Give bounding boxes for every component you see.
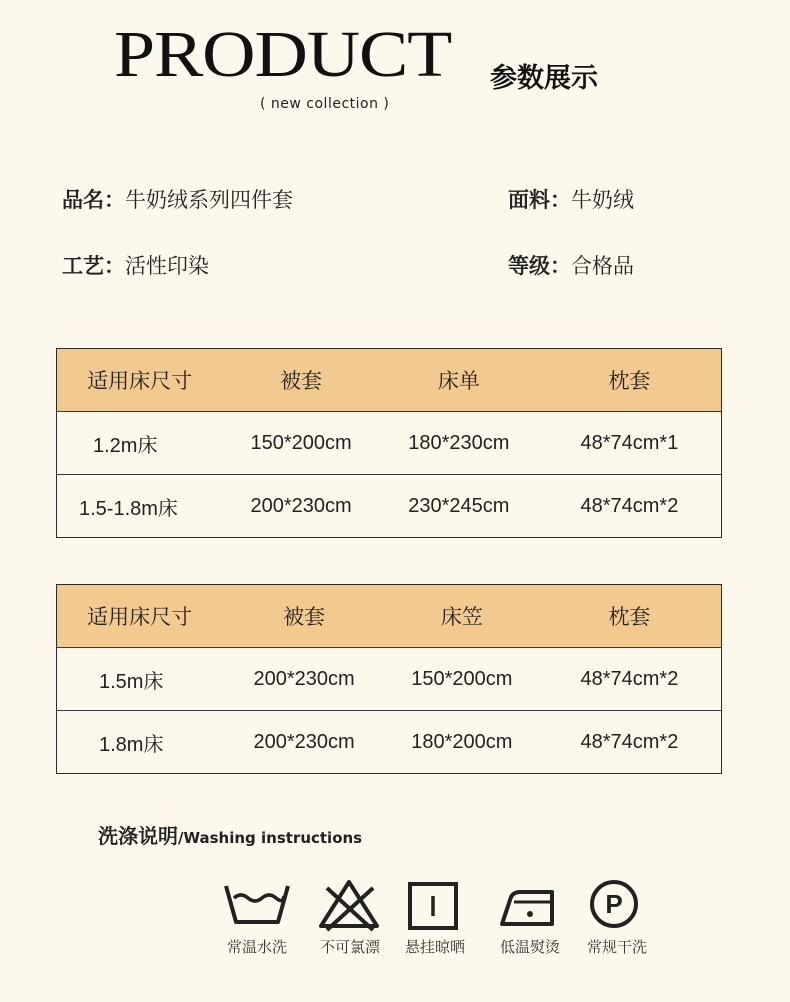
hang-dry-icon [400,876,470,936]
table-row [57,711,722,774]
table-header-cell: 床笠 [386,585,538,648]
header [0,0,790,130]
dry-clean-glyph: P [605,889,623,919]
washing-title-en: /Washing instructions [178,829,363,847]
info-key: 工艺： [62,254,125,278]
info-product-name [62,184,293,214]
table-cell: 200*230cm [222,475,380,538]
info-grade [508,250,634,280]
info-craft [62,250,209,280]
table-cell: 48*74cm*1 [538,412,722,475]
table-header-row [57,585,722,648]
info-key: 等级： [508,254,571,278]
table-row [57,648,722,711]
washing-title [98,820,362,849]
page-subtitle: 参数展示 [490,63,598,94]
wash-label: 常规干洗 [586,938,647,956]
wash-label: 低温熨烫 [499,938,560,956]
table-header-cell: 被套 [222,585,386,648]
size-table-flat-sheet [56,348,722,538]
info-value: 牛奶绒 [571,188,634,212]
table-header-cell: 床单 [380,349,538,412]
table-header-cell: 枕套 [538,585,722,648]
table-cell: 150*200cm [386,648,538,711]
page-title: PRODUCT [114,18,452,91]
table-header-cell: 被套 [222,349,380,412]
no-bleach-icon [315,876,385,936]
table-row [57,412,722,475]
table-cell: 48*74cm*2 [538,475,722,538]
info-fabric [508,184,634,214]
table-header-cell: 适用床尺寸 [57,349,223,412]
info-value: 牛奶绒系列四件套 [125,188,293,212]
wash-label: 常温水洗 [226,938,287,956]
wash-label: 悬挂晾晒 [404,938,465,956]
size-table-fitted-sheet [56,584,722,774]
table-cell: 200*230cm [222,648,386,711]
table-cell: 150*200cm [222,412,380,475]
table-cell: 1.8m床 [57,711,223,774]
wash-label: 不可氯漂 [319,938,380,956]
info-key: 面料： [508,188,571,212]
info-key: 品名： [62,188,125,212]
table-header-row [57,349,722,412]
table-cell: 200*230cm [222,711,386,774]
table-cell: 230*245cm [380,475,538,538]
table-cell: 180*230cm [380,412,538,475]
table-header-cell: 适用床尺寸 [57,585,223,648]
table-header-cell: 枕套 [538,349,722,412]
table-cell: 1.2m床 [57,412,223,475]
collection-caption: ( new collection ) [260,96,390,112]
table-cell: 48*74cm*2 [538,711,722,774]
info-value: 活性印染 [125,254,209,278]
table-cell: 48*74cm*2 [538,648,722,711]
table-row [57,475,722,538]
dry-clean-icon [584,876,654,936]
iron-low-icon [494,876,564,936]
table-cell: 1.5-1.8m床 [57,475,223,538]
info-value: 合格品 [571,254,634,278]
wash-tub-icon [222,876,292,936]
table-cell: 180*200cm [386,711,538,774]
washing-title-cn: 洗涤说明 [98,824,178,848]
table-cell: 1.5m床 [57,648,223,711]
